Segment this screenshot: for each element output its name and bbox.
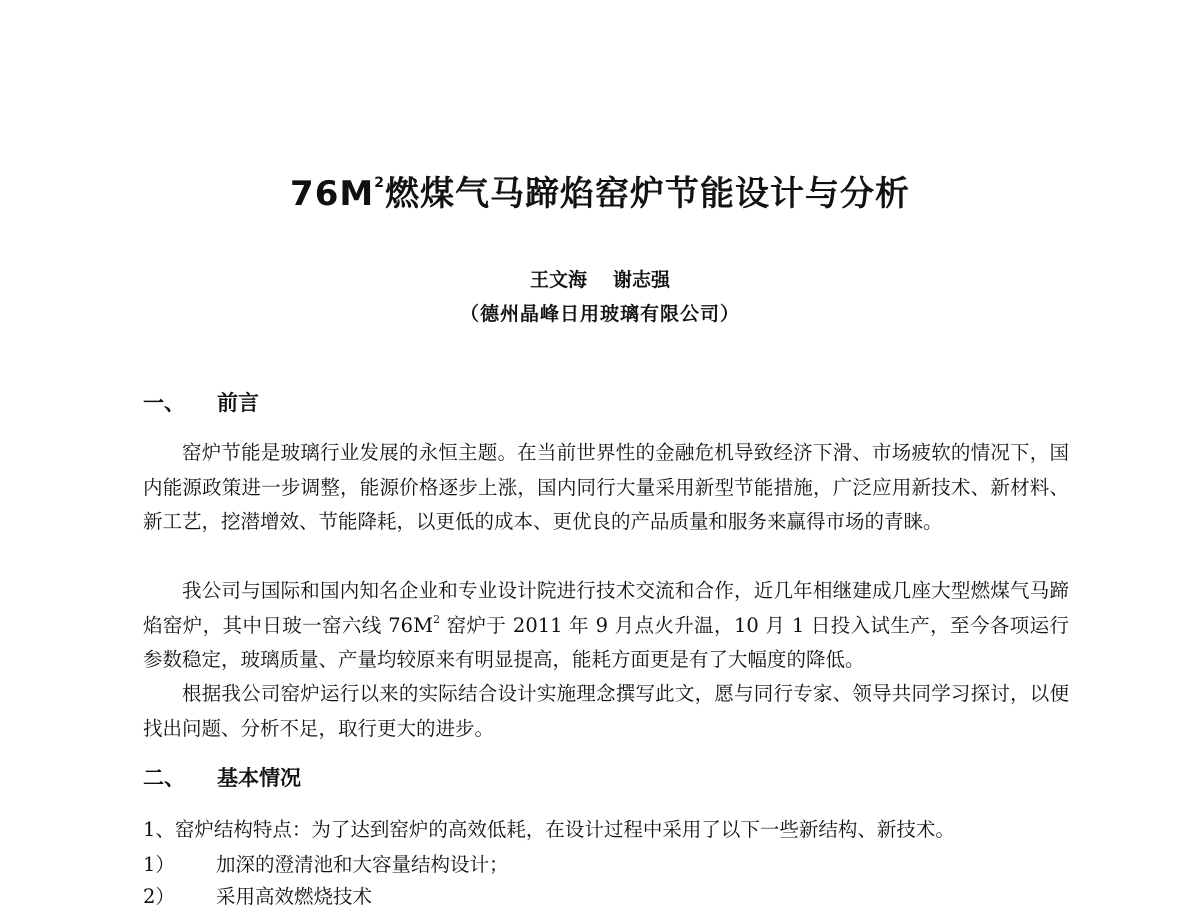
section-heading [143, 388, 259, 418]
section-title: 基本情况 [217, 766, 301, 790]
list-text: 采用高效燃烧技术 [216, 885, 373, 908]
title-main: 76M [290, 174, 375, 214]
list-number: 1） [143, 853, 175, 876]
paragraph: 根据我公司窑炉运行以来的实际结合设计实施理念撰写此文，愿与同行专家、领导共同学习探讨，以便找出问题、分析不足，取行更大的进步。 [143, 682, 1069, 740]
author-name: 王文海 [529, 269, 587, 291]
paragraph [143, 574, 1069, 678]
section-number: 一、 [143, 391, 185, 415]
paragraph: 窑炉节能是玻璃行业发展的永恒主题。在当前世界性的金融危机导致经济下滑、市场疲软的情况下，国内能源政策进一步调整，能源价格逐步上涨，国内同行大量采用新型节能措施，广泛应用新技术、新材料、新工艺，挖潜增效、节能降耗，以更低的成本、更优良的产品质量和服务来赢得市场的青睐。 [143, 441, 1069, 533]
author-name: 谢志强 [613, 269, 671, 291]
title-superscript: 2 [374, 175, 385, 191]
list-text: 加深的澄清池和大容量结构设计； [216, 853, 509, 876]
list-item [143, 882, 372, 912]
list-item [143, 850, 509, 880]
paragraph-text: 我公司与国际和国内知名企业和专业设计院进行技术交流和合作，近几年相继建成几座大型燃煤气马蹄焰窑炉，其中日玻一窑六线 76M [143, 579, 1069, 637]
section-number: 二、 [143, 766, 185, 790]
section-heading [143, 763, 301, 793]
affiliation: （德州晶峰日用玻璃有限公司） [459, 303, 740, 325]
title-rest: 燃煤气马蹄焰窑炉节能设计与分析 [384, 174, 910, 214]
author-line [0, 266, 1200, 294]
list-item: 1、窑炉结构特点：为了达到窑炉的高效低耗，在设计过程中采用了以下一些新结构、新技术。 [143, 818, 955, 841]
superscript: 2 [433, 612, 441, 626]
list-number: 2） [143, 885, 175, 908]
paragraph-text: 窑炉于 2011 年 9 月点火升温，10 月 1 日投入试生产，至今各项运行参数稳定，玻璃质量、产量均较原来有明显提高，能耗方面更是有了大幅度的降低。 [143, 613, 1070, 671]
section-title: 前言 [217, 391, 259, 415]
document-title [0, 172, 1200, 216]
